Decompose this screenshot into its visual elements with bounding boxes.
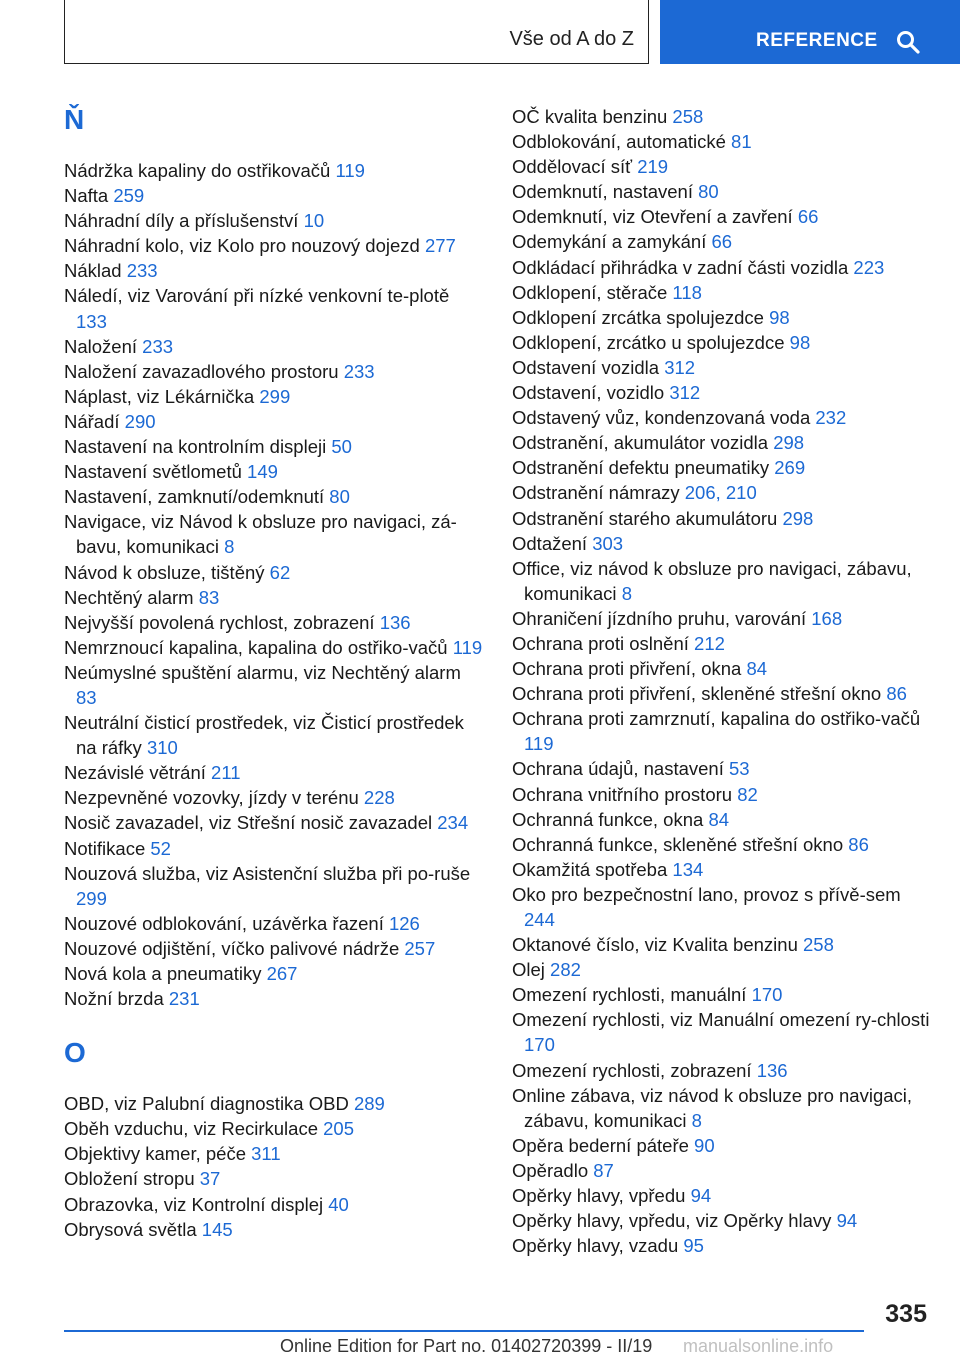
index-entry-text: Olej <box>512 959 545 981</box>
index-entry-text: Odstavený vůz, kondenzovaná voda <box>512 407 811 429</box>
index-entry <box>512 1133 932 1158</box>
index-entry <box>512 1083 932 1133</box>
index-entry <box>64 635 484 660</box>
page-reference-link[interactable]: 87 <box>593 1159 614 1181</box>
index-entry <box>64 1116 484 1141</box>
page-reference-link[interactable]: 62 <box>269 561 291 583</box>
section-letter-o: O <box>64 1037 86 1069</box>
index-entry-text: Office, viz návod k obsluze pro navigaci, zábavu, komunikaci <box>512 557 912 604</box>
page-reference-link[interactable]: 83 <box>76 686 97 708</box>
page-reference-link[interactable]: 234 <box>437 812 469 834</box>
index-entry <box>512 506 932 531</box>
index-entry-text: Obložení stropu <box>64 1168 195 1190</box>
index-entry <box>512 982 932 1007</box>
index-entry-text: OČ kvalita benzinu <box>512 106 668 127</box>
index-entry-text: Ohraničení jízdního pruhu, varování <box>512 607 807 629</box>
section-title: Vše od A do Z <box>509 28 634 50</box>
index-entry <box>512 104 932 129</box>
index-entry-text: Odstavení vozidla <box>512 356 660 378</box>
index-entry <box>64 258 484 283</box>
index-entry <box>64 509 484 559</box>
page-reference-link[interactable]: 8 <box>691 1109 702 1131</box>
page-reference-link[interactable]: 311 <box>251 1143 281 1165</box>
index-entry-text: Odklopení, zrcátko u spolujezdce <box>512 331 785 353</box>
page-reference-link[interactable]: 258 <box>672 106 704 127</box>
page-reference-link[interactable]: 206, 210 <box>684 482 757 504</box>
index-entry <box>512 531 932 556</box>
index-entry <box>64 384 484 409</box>
index-entry <box>64 409 484 434</box>
footer-divider <box>64 1330 864 1332</box>
index-entry <box>512 204 932 229</box>
search-icon[interactable] <box>896 30 920 54</box>
page-reference-link[interactable]: 258 <box>803 934 834 956</box>
index-entry-text: Nádržka kapaliny do ostřikovačů <box>64 160 331 181</box>
index-entry <box>512 1007 932 1057</box>
index-entry <box>512 706 932 756</box>
index-entry-text: Oktanové číslo, viz Kvalita benzinu <box>512 934 798 956</box>
index-entry-text: Ochrana proti oslnění <box>512 632 689 654</box>
index-entry <box>64 660 484 710</box>
page-reference-link[interactable]: 145 <box>201 1218 233 1240</box>
page-reference-link[interactable]: 83 <box>198 586 220 608</box>
page-reference-link[interactable]: 66 <box>711 231 733 253</box>
index-entry <box>64 710 484 760</box>
index-entry <box>64 610 484 635</box>
index-entry <box>512 606 932 631</box>
index-entry <box>64 484 484 509</box>
index-entry-text: Odklopení zrcátka spolujezdce <box>512 306 764 328</box>
page-reference-link[interactable]: 10 <box>303 210 325 232</box>
index-entry-text: Nosič zavazadel, viz Střešní nosič zavazadel <box>64 812 433 834</box>
index-entry <box>512 957 932 982</box>
page-reference-link[interactable]: 136 <box>379 611 411 633</box>
index-entry-text: Odemknutí, viz Otevření a zavření <box>512 206 793 228</box>
page-reference-link[interactable]: 37 <box>199 1168 221 1190</box>
page-reference-link[interactable]: 170 <box>524 1034 555 1056</box>
index-entry-text: Ochrana proti přivření, skleněné střešní okno <box>512 683 882 705</box>
index-entry-text: Nožní brzda <box>64 988 164 1010</box>
index-entry-text: Nastavení, zamknutí/odemknutí <box>64 486 325 508</box>
index-entry-text: Opěra bederní páteře <box>512 1134 689 1156</box>
index-entry <box>512 656 932 681</box>
index-entry-text: Nemrznoucí kapalina, kapalina do ostřiko-vačů <box>64 636 448 658</box>
index-entry-text: Okamžitá spotřeba <box>512 858 668 880</box>
index-entry <box>512 305 932 330</box>
page-reference-link[interactable]: 84 <box>746 658 768 680</box>
index-entry-text: Odstranění starého akumulátoru <box>512 507 778 529</box>
index-entry <box>64 434 484 459</box>
page-reference-link[interactable]: 53 <box>729 758 750 780</box>
index-column-left <box>64 100 484 1242</box>
page-reference-link[interactable]: 298 <box>773 432 805 454</box>
index-entry-text: Nouzová služba, viz Asistenční služba při po-ruše <box>64 862 471 884</box>
index-entry-text: Nejvyšší povolená rychlost, zobrazení <box>64 611 375 633</box>
index-entry <box>64 1166 484 1191</box>
page-reference-link[interactable]: 90 <box>694 1134 715 1156</box>
page-reference-link[interactable]: 244 <box>524 909 555 930</box>
index-entry-text: Odkládací přihrádka v zadní části vozidla <box>512 256 849 278</box>
index-entry-text: Ochrana údajů, nastavení <box>512 758 724 780</box>
index-entry-text: Odemknutí, nastavení <box>512 181 693 203</box>
page-reference-link[interactable]: 118 <box>672 281 702 303</box>
index-entry-text: Odstranění defektu pneumatiky <box>512 457 770 479</box>
index-entry-text: Nová kola a pneumatiky <box>64 963 262 984</box>
page-reference-link[interactable]: 269 <box>774 457 806 479</box>
page-reference-link[interactable]: 233 <box>126 260 158 282</box>
page-reference-link[interactable]: 119 <box>452 636 483 658</box>
index-entry <box>64 911 484 936</box>
index-entry-text: Opěrky hlavy, vpředu, viz Opěrky hlavy <box>512 1210 832 1232</box>
index-entry-text: Obrazovka, viz Kontrolní displej <box>64 1193 324 1215</box>
index-entry <box>64 359 484 384</box>
page-reference-link[interactable]: 303 <box>592 532 624 554</box>
index-entry <box>512 556 932 606</box>
index-entry <box>512 380 932 405</box>
page-reference-link[interactable]: 40 <box>328 1193 349 1215</box>
index-entry <box>512 480 932 505</box>
index-entry <box>512 681 932 706</box>
index-entry <box>64 861 484 911</box>
page-reference-link[interactable]: 134 <box>672 858 704 880</box>
index-entry <box>512 756 932 781</box>
page-reference-link[interactable]: 52 <box>150 837 171 859</box>
page-reference-link[interactable]: 228 <box>363 787 395 809</box>
index-entry <box>64 334 484 359</box>
page-reference-link[interactable]: 277 <box>424 235 456 257</box>
index-entry-text: Náplast, viz Lékárnička <box>64 385 255 407</box>
index-entry <box>64 961 484 986</box>
index-entry <box>64 810 484 835</box>
index-entry <box>512 229 932 254</box>
index-entry <box>64 936 484 961</box>
page-reference-link[interactable]: 95 <box>683 1235 704 1257</box>
index-entry <box>512 280 932 305</box>
index-entry <box>512 330 932 355</box>
page-reference-link[interactable]: 66 <box>797 206 819 228</box>
index-entry <box>512 832 932 857</box>
index-column-right <box>512 104 932 1258</box>
page-reference-link[interactable]: 149 <box>247 461 278 483</box>
page-reference-link[interactable]: 211 <box>211 762 241 784</box>
page-reference-link[interactable]: 267 <box>266 963 298 984</box>
index-entry-text: Navigace, viz Návod k obsluze pro navigaci, zá-bavu, komunikaci <box>64 511 457 558</box>
page-reference-link[interactable]: 84 <box>708 808 730 830</box>
index-entry-text: Obrysová světla <box>64 1218 197 1240</box>
page-reference-link[interactable]: 233 <box>343 360 375 382</box>
index-entry-text: Odtažení <box>512 532 588 554</box>
page-reference-link[interactable]: 282 <box>550 959 581 981</box>
index-entry <box>512 255 932 280</box>
index-entry-text: Omezení rychlosti, manuální <box>512 984 747 1006</box>
index-entry-text: Nouzové odblokování, uzávěrka řazení <box>64 912 384 934</box>
index-entry <box>512 430 932 455</box>
index-entry-text: Nezávislé větrání <box>64 762 206 784</box>
index-entry-text: Odemykání a zamykání <box>512 231 707 253</box>
index-entry-text: Odstranění námrazy <box>512 482 680 504</box>
index-entry-text: Náledí, viz Varování při nízké venkovní te-plotě <box>64 285 450 307</box>
index-entry-text: Odstranění, akumulátor vozidla <box>512 432 769 454</box>
page-reference-link[interactable]: 233 <box>142 335 174 357</box>
index-entry <box>512 882 932 932</box>
index-entry <box>512 405 932 430</box>
index-list-right <box>512 104 932 1258</box>
reference-tab-label: REFERENCE <box>756 30 878 51</box>
index-entry-text: Ochrana proti zamrznutí, kapalina do ostřiko-vačů <box>512 708 921 730</box>
index-entry-text: Oko pro bezpečnostní lano, provoz s přívě-sem <box>512 883 901 905</box>
index-entry-text: Náklad <box>64 260 122 282</box>
index-entry <box>64 208 484 233</box>
index-entry <box>64 785 484 810</box>
page-reference-link[interactable]: 310 <box>146 737 178 759</box>
page-reference-link[interactable]: 119 <box>335 160 365 181</box>
index-entry <box>512 179 932 204</box>
index-entry-text: Nouzové odjištění, víčko palivové nádrže <box>64 937 400 959</box>
index-entry <box>64 836 484 861</box>
page-reference-link[interactable]: 82 <box>737 783 758 805</box>
index-entry-text: Omezení rychlosti, viz Manuální omezení ry-chlosti <box>512 1009 930 1031</box>
page-reference-link[interactable]: 133 <box>76 310 107 332</box>
page-reference-link[interactable]: 80 <box>329 486 350 508</box>
page-reference-link[interactable]: 81 <box>731 131 752 153</box>
index-entry-text: Naložení <box>64 335 138 357</box>
page-reference-link[interactable]: 94 <box>836 1210 858 1232</box>
index-entry-text: Odstavení, vozidlo <box>512 382 665 404</box>
index-entry <box>64 1091 484 1116</box>
index-entry-text: Opěrky hlavy, vpředu <box>512 1185 686 1207</box>
index-entry-text: Nechtěný alarm <box>64 586 194 608</box>
index-list-o <box>64 1091 484 1242</box>
index-entry <box>512 1183 932 1208</box>
index-entry <box>512 782 932 807</box>
index-entry-text: Online zábava, viz návod k obsluze pro navigaci, zábavu, komunikaci <box>512 1084 913 1131</box>
index-entry <box>64 1217 484 1242</box>
index-entry <box>64 1141 484 1166</box>
page-reference-link[interactable]: 80 <box>698 181 719 203</box>
index-entry-text: Neutrální čisticí prostředek, viz Čisticí prostředek na ráfky <box>64 712 464 759</box>
page-reference-link[interactable]: 98 <box>769 306 790 328</box>
index-entry <box>64 560 484 585</box>
index-entry <box>512 455 932 480</box>
index-entry <box>512 1208 932 1233</box>
index-entry <box>64 233 484 258</box>
index-entry-text: Náhradní kolo, viz Kolo pro nouzový dojezd <box>64 235 420 257</box>
page-reference-link[interactable]: 86 <box>886 683 907 705</box>
index-entry <box>64 1192 484 1217</box>
header-section-box <box>64 0 649 64</box>
page-reference-link[interactable]: 168 <box>811 607 843 629</box>
index-entry <box>64 459 484 484</box>
page-reference-link[interactable]: 259 <box>113 185 145 207</box>
index-entry <box>512 1058 932 1083</box>
index-entry-text: Oddělovací síť <box>512 156 633 178</box>
index-entry-text: Odblokování, automatické <box>512 131 726 153</box>
index-entry <box>64 158 484 183</box>
page-reference-link[interactable]: 119 <box>524 733 554 755</box>
index-entry <box>512 154 932 179</box>
index-entry <box>64 183 484 208</box>
index-entry <box>512 631 932 656</box>
index-entry-text: Opěradlo <box>512 1159 589 1181</box>
index-entry <box>512 129 932 154</box>
index-entry-text: Odklopení, stěrače <box>512 281 668 303</box>
index-entry <box>64 986 484 1011</box>
page-reference-link[interactable]: 223 <box>853 256 885 278</box>
index-entry-text: Nářadí <box>64 410 120 432</box>
index-entry <box>512 857 932 882</box>
index-entry-text: OBD, viz Palubní diagnostika OBD <box>64 1093 349 1115</box>
reference-tab[interactable] <box>660 0 960 64</box>
page-reference-link[interactable]: 212 <box>694 632 725 654</box>
index-entry <box>512 932 932 957</box>
page-reference-link[interactable]: 98 <box>789 331 811 353</box>
index-entry-text: Nafta <box>64 185 109 207</box>
page-reference-link[interactable]: 289 <box>353 1093 385 1115</box>
page-reference-link[interactable]: 298 <box>782 507 814 529</box>
page-reference-link[interactable]: 170 <box>751 984 783 1006</box>
index-entry <box>512 1158 932 1183</box>
page-reference-link[interactable]: 94 <box>690 1185 712 1207</box>
page-reference-link[interactable]: 219 <box>637 156 669 178</box>
index-entry <box>64 585 484 610</box>
index-entry-text: Oběh vzduchu, viz Recirkulace <box>64 1118 318 1140</box>
index-entry-text: Naložení zavazadlového prostoru <box>64 360 339 382</box>
index-entry-text: Omezení rychlosti, zobrazení <box>512 1059 752 1081</box>
index-entry-text: Notifikace <box>64 837 146 859</box>
index-entry-text: Nastavení na kontrolním displeji <box>64 436 327 458</box>
section-letter-n: Ň <box>64 104 85 135</box>
index-list-n <box>64 158 484 1011</box>
index-entry-text: Návod k obsluze, tištěný <box>64 561 265 583</box>
page-reference-link[interactable]: 257 <box>404 937 436 959</box>
index-entry-text: Náhradní díly a příslušenství <box>64 210 299 232</box>
page-reference-link[interactable]: 290 <box>124 410 156 432</box>
page-reference-link[interactable]: 299 <box>76 887 107 909</box>
page-reference-link[interactable]: 299 <box>259 385 291 407</box>
index-entry <box>512 807 932 832</box>
page-reference-link[interactable]: 232 <box>815 407 847 429</box>
index-entry-text: Nezpevněné vozovky, jízdy v terénu <box>64 787 359 809</box>
page-reference-link[interactable]: 312 <box>664 356 696 378</box>
watermark: manualsonline.info <box>683 1336 834 1356</box>
index-entry-text: Ochrana vnitřního prostoru <box>512 783 733 805</box>
page-reference-link[interactable]: 312 <box>669 382 701 404</box>
index-entry-text: Neúmyslné spuštění alarmu, viz Nechtěný alarm <box>64 661 461 683</box>
index-entry <box>64 283 484 333</box>
index-entry-text: Objektivy kamer, péče <box>64 1143 246 1165</box>
page-reference-link[interactable]: 50 <box>331 436 352 458</box>
index-entry-text: Nastavení světlometů <box>64 461 242 483</box>
page-number: 335 <box>885 1300 927 1328</box>
page-reference-link[interactable]: 86 <box>848 833 869 855</box>
page-reference-link[interactable]: 8 <box>621 582 632 604</box>
edition-text: Online Edition for Part no. 01402720399 - II/19 <box>280 1336 653 1356</box>
index-entry <box>512 1233 932 1258</box>
index-entry <box>64 760 484 785</box>
index-entry-text: Ochrana proti přivření, okna <box>512 658 742 680</box>
page-reference-link[interactable]: 8 <box>224 536 235 558</box>
page-reference-link[interactable]: 231 <box>168 988 200 1010</box>
page-reference-link[interactable]: 205 <box>323 1118 354 1140</box>
index-entry-text: Ochranná funkce, skleněné střešní okno <box>512 833 844 855</box>
page-reference-link[interactable]: 126 <box>388 912 420 934</box>
index-entry-text: Ochranná funkce, okna <box>512 808 704 830</box>
page-reference-link[interactable]: 136 <box>756 1059 788 1081</box>
index-entry <box>512 355 932 380</box>
index-entry-text: Opěrky hlavy, vzadu <box>512 1235 679 1257</box>
